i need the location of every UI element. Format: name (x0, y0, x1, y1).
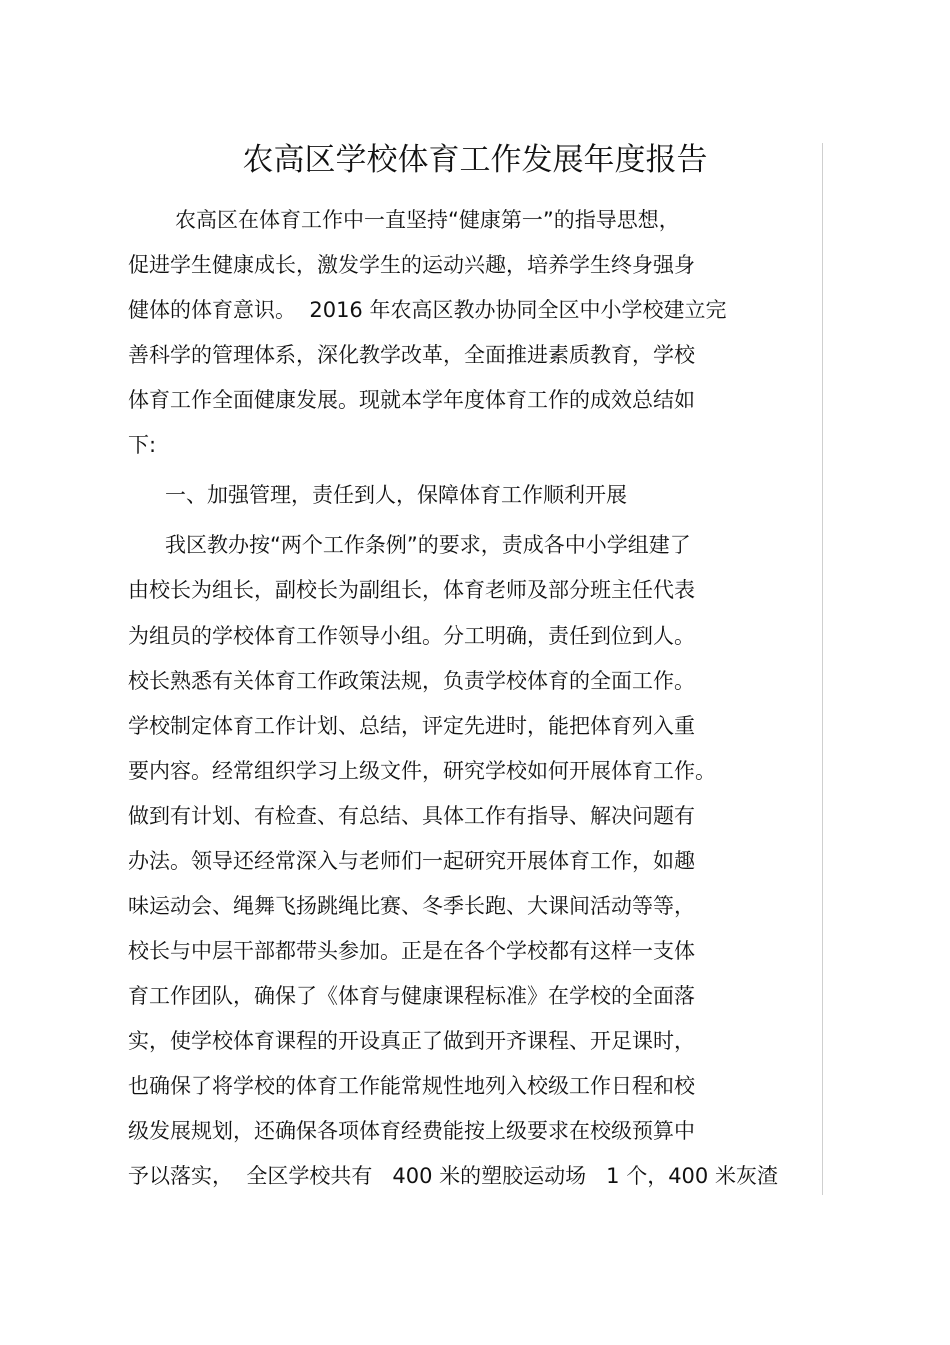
body-line: 健体的体育意识。 2016 年农高区教办协同全区中小学校建立完 (128, 298, 727, 322)
body-line: 级发展规划，还确保各项体育经费能按上级要求在校级预算中 (128, 1119, 695, 1143)
body-line: 予以落实， 全区学校共有 400 米的塑胶运动场 1 个，400 米灰渣 (128, 1164, 778, 1188)
body-line: 体育工作全面健康发展。现就本学年度体育工作的成效总结如 (128, 388, 695, 412)
document-title: 农高区学校体育工作发展年度报告 (242, 142, 708, 178)
body-line: 为组员的学校体育工作领导小组。分工明确，责任到位到人。 (128, 624, 695, 648)
body-line: 办法。领导还经常深入与老师们一起研究开展体育工作，如趣 (128, 849, 695, 873)
body-line: 味运动会、绳舞飞扬跳绳比赛、冬季长跑、大课间活动等等， (128, 894, 695, 918)
body-line: 农高区在体育工作中一直坚持“健康第一”的指导思想， (175, 208, 680, 232)
body-line: 我区教办按“两个工作条例”的要求，责成各中小学组建了 (165, 533, 691, 557)
body-line: 促进学生健康成长，激发学生的运动兴趣，培养学生终身强身 (128, 253, 695, 277)
body-line: 学校制定体育工作计划、总结，评定先进时，能把体育列入重 (128, 714, 695, 738)
body-line: 要内容。经常组织学习上级文件，研究学校如何开展体育工作。 (128, 759, 716, 783)
body-line: 善科学的管理体系，深化教学改革，全面推进素质教育，学校 (128, 343, 695, 367)
body-line: 实，使学校体育课程的开设真正了做到开齐课程、开足课时， (128, 1029, 695, 1053)
body-line: 也确保了将学校的体育工作能常规性地列入校级工作日程和校 (128, 1074, 695, 1098)
body-line: 做到有计划、有检查、有总结、具体工作有指导、解决问题有 (128, 804, 695, 828)
right-margin-rule (822, 143, 823, 1195)
body-line: 育工作团队，确保了《体育与健康课程标准》在学校的全面落 (128, 984, 695, 1008)
body-line: 校长与中层干部都带头参加。正是在各个学校都有这样一支体 (128, 939, 695, 963)
body-line: 下: (128, 433, 157, 457)
body-line: 校长熟悉有关体育工作政策法规，负责学校体育的全面工作。 (128, 669, 695, 693)
body-line: 由校长为组长，副校长为副组长，体育老师及部分班主任代表 (128, 578, 695, 602)
section-heading: 一、加强管理，责任到人，保障体育工作顺利开展 (165, 483, 627, 507)
